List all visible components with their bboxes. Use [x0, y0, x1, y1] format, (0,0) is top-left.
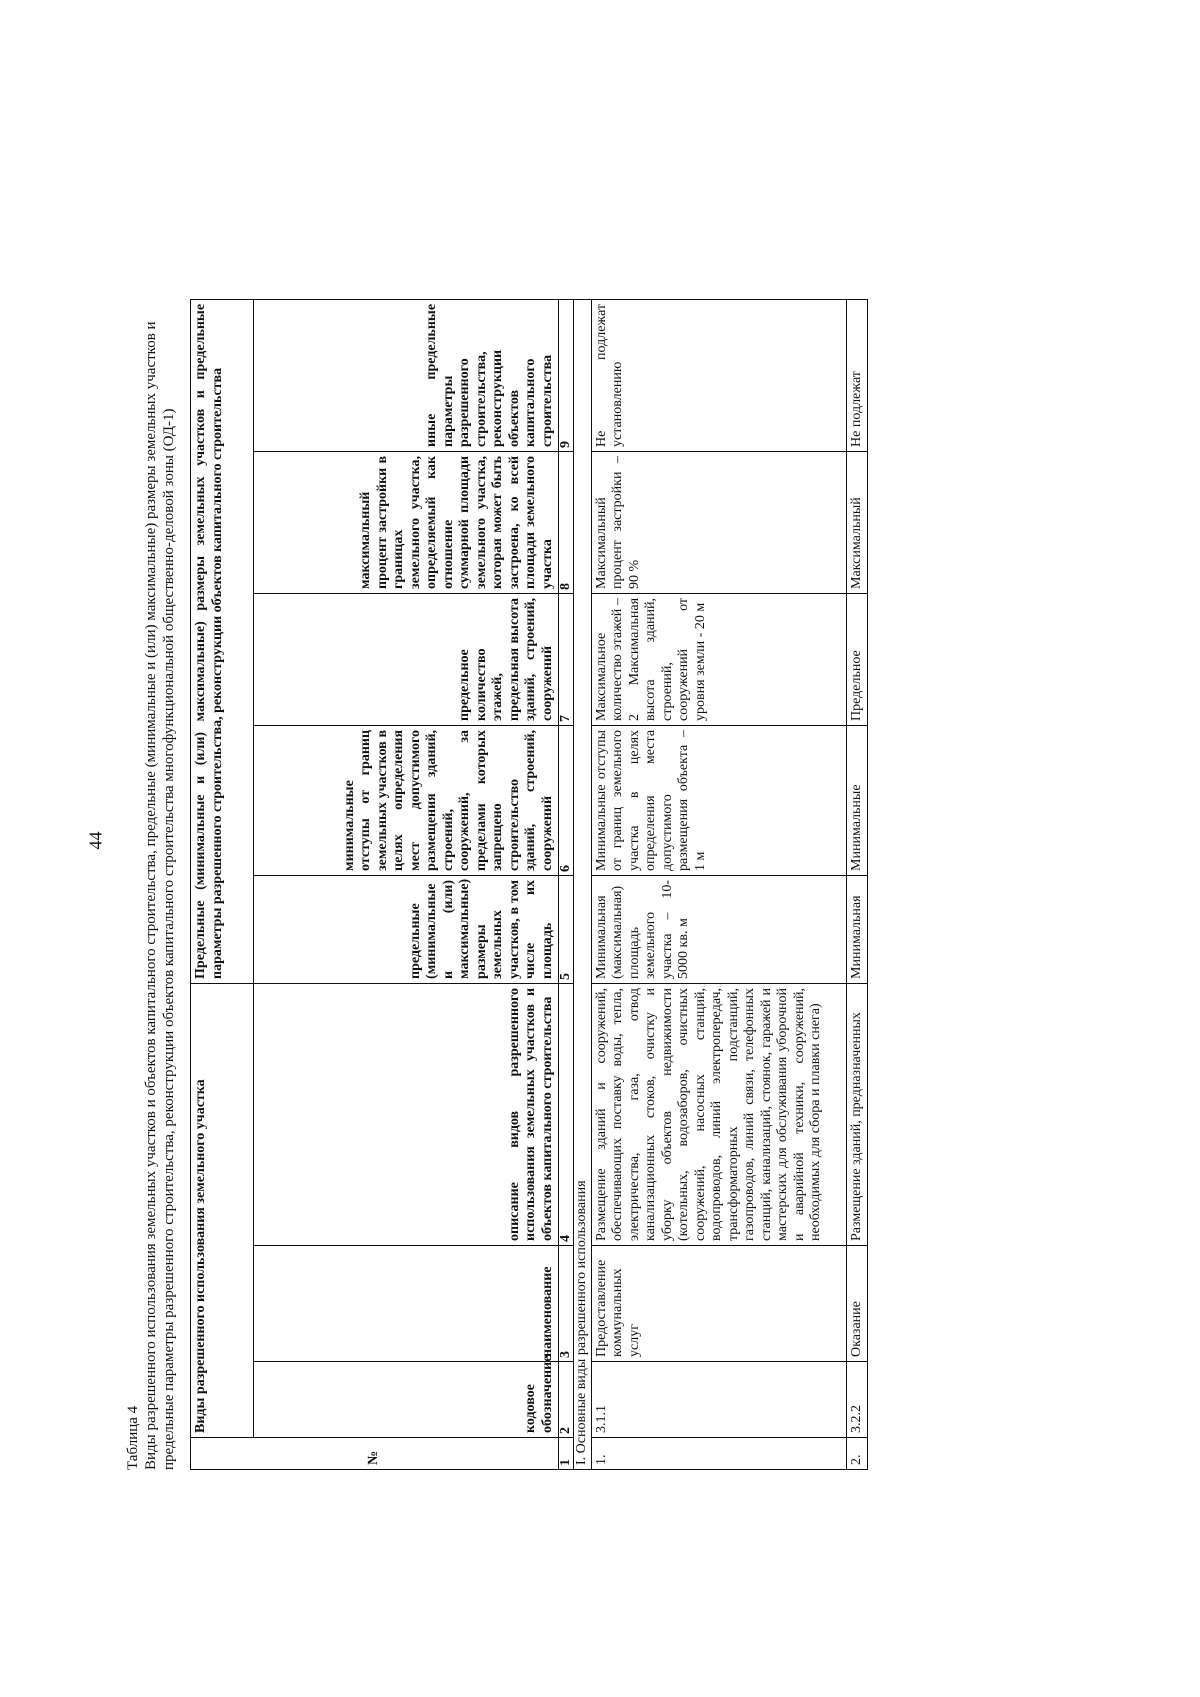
row-code: 3.1.1: [591, 1362, 846, 1438]
page-number: 44: [85, 831, 106, 850]
header-plot-size: предельные (минимальные и (или) максимальные) размеры земельных участков, в том числе их площадь: [254, 875, 559, 983]
column-number: 6: [559, 725, 574, 875]
header-description: описание видов разрешенного использования земельных участков и объектов капитального строительства: [254, 983, 559, 1245]
column-number: 9: [559, 299, 574, 451]
column-number: 1: [559, 1438, 574, 1470]
row-coverage: Максимальный: [846, 451, 868, 593]
section-row: [574, 299, 592, 1469]
column-number-row: [559, 299, 574, 1469]
section-heading: I. Основные виды разрешенного использования: [574, 299, 592, 1469]
row-no: 1.: [591, 1438, 846, 1470]
row-name: Предоставление коммунальных услуг: [591, 1246, 846, 1362]
column-number: 5: [559, 875, 574, 983]
table-row: [846, 299, 868, 1469]
row-name: Оказание: [846, 1246, 868, 1362]
header-coverage: максимальный процент застройки в границах земельного участка, определяемый как отношение суммарной площади земельного участка, которая может быть застроена, ко всей площади земельного участка: [254, 451, 559, 593]
table-row: [591, 299, 846, 1469]
header-setbacks: минимальные отступы от границ земельных участков в целях определения мест допустимого размещения зданий, строений, сооружений, за пределами которых запрещено строительство зданий, строений, сооружений: [254, 725, 559, 875]
row-plot-size: Минимальная: [846, 875, 868, 983]
header-code: кодовое обозначение: [254, 1362, 559, 1438]
zoning-table: [190, 299, 868, 1470]
header-row-1: [191, 299, 254, 1469]
header-row-2: [254, 299, 559, 1469]
header-limits: Предельные (минимальные и (или) максимальные) размеры земельных участков и предельные параметры разрешенного строительства, реконструкции объектов капитального строительства: [191, 299, 254, 983]
column-number: 2: [559, 1362, 574, 1438]
column-number: 7: [559, 593, 574, 725]
row-plot-size: Минимальная (максимальная) площадь земельного участка – 10-5000 кв. м: [591, 875, 846, 983]
row-setbacks: Минимальные отступы от границ земельного участка в целях определения места допустимого размещения объекта – 1 м: [591, 725, 846, 875]
header-name: наименование: [254, 1246, 559, 1362]
row-description: Размещение зданий, предназначенных: [846, 983, 868, 1245]
row-code: 3.2.2: [846, 1362, 868, 1438]
row-no: 2.: [846, 1438, 868, 1470]
row-floors: Максимальное количество этажей – 2 Максимальная высота зданий, строений, сооружений от уровня земли - 20 м: [591, 593, 846, 725]
row-other: Не подлежат: [846, 299, 868, 451]
table-caption: [124, 290, 178, 1470]
rotated-document-sheet: [104, 170, 1104, 1610]
column-number: 3: [559, 1246, 574, 1362]
header-other: иные предельные параметры разрешенного строительства, реконструкции объектов капитального строительства: [254, 299, 559, 451]
row-description: Размещение зданий и сооружений, обеспечивающих поставку воды, тепла, электричества, газа, отвод канализационных стоков, очистку и уборку объектов недвижимости (котельных, водозаборов, очистных сооружений, насосных станций, водопроводов, линий электропередач, трансформаторных подстанций, газопроводов, линий связи, телефонных станций, канализаций, стоянок, гаражей и мастерских для обслуживания уборочной и аварийной техники, сооружений, необходимых для сбора и плавки снега): [591, 983, 846, 1245]
header-no: №: [191, 1438, 559, 1470]
header-floors: предельное количество этажей, предельная высота зданий, строений, сооружений: [254, 593, 559, 725]
table-label: Таблица 4: [125, 1405, 141, 1470]
row-other: Не подлежат установлению: [591, 299, 846, 451]
row-floors: Предельное: [846, 593, 868, 725]
column-number: 8: [559, 451, 574, 593]
header-kinds: Виды разрешенного использования земельного участка: [191, 983, 254, 1437]
column-number: 4: [559, 983, 574, 1245]
row-coverage: Максимальный процент застройки – 90 %: [591, 451, 846, 593]
table-title: Виды разрешенного использования земельных участков и объектов капитального строительства, предельные (минимальные и (или) максимальные) размеры земельных участков и предельные параметры разрешенного строительства, реконструкции объектов капитального строительства многофункциональной общественно-деловой зоны (ОД-1): [143, 321, 177, 1470]
row-setbacks: Минимальные: [846, 725, 868, 875]
